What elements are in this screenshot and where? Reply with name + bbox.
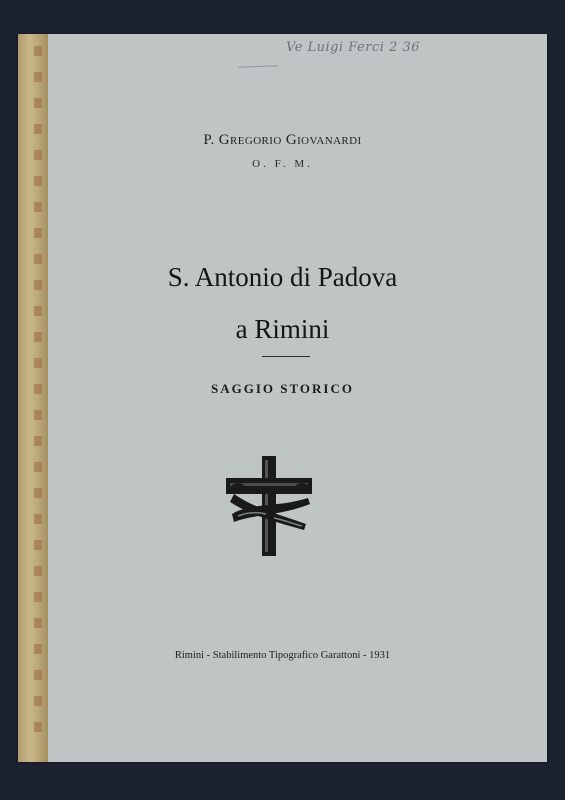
subtitle: SAGGIO STORICO <box>211 381 354 396</box>
title-line-2: a Rimini <box>235 314 330 344</box>
book-cover <box>18 34 547 762</box>
title-divider <box>262 356 310 357</box>
title-line-1: S. Antonio di Padova <box>167 262 398 292</box>
imprint: Rimini - Stabilimento Tipografico Garattoni - 1931 <box>174 650 391 661</box>
pencil-mark <box>238 65 278 67</box>
handwritten-note: Ve Luigi Ferci 2 36 <box>286 40 421 55</box>
author-order: O. F. M. <box>252 158 313 170</box>
author-name: P. Gregorio Giovanardi <box>203 132 362 148</box>
franciscan-cross-emblem-icon <box>224 454 316 559</box>
